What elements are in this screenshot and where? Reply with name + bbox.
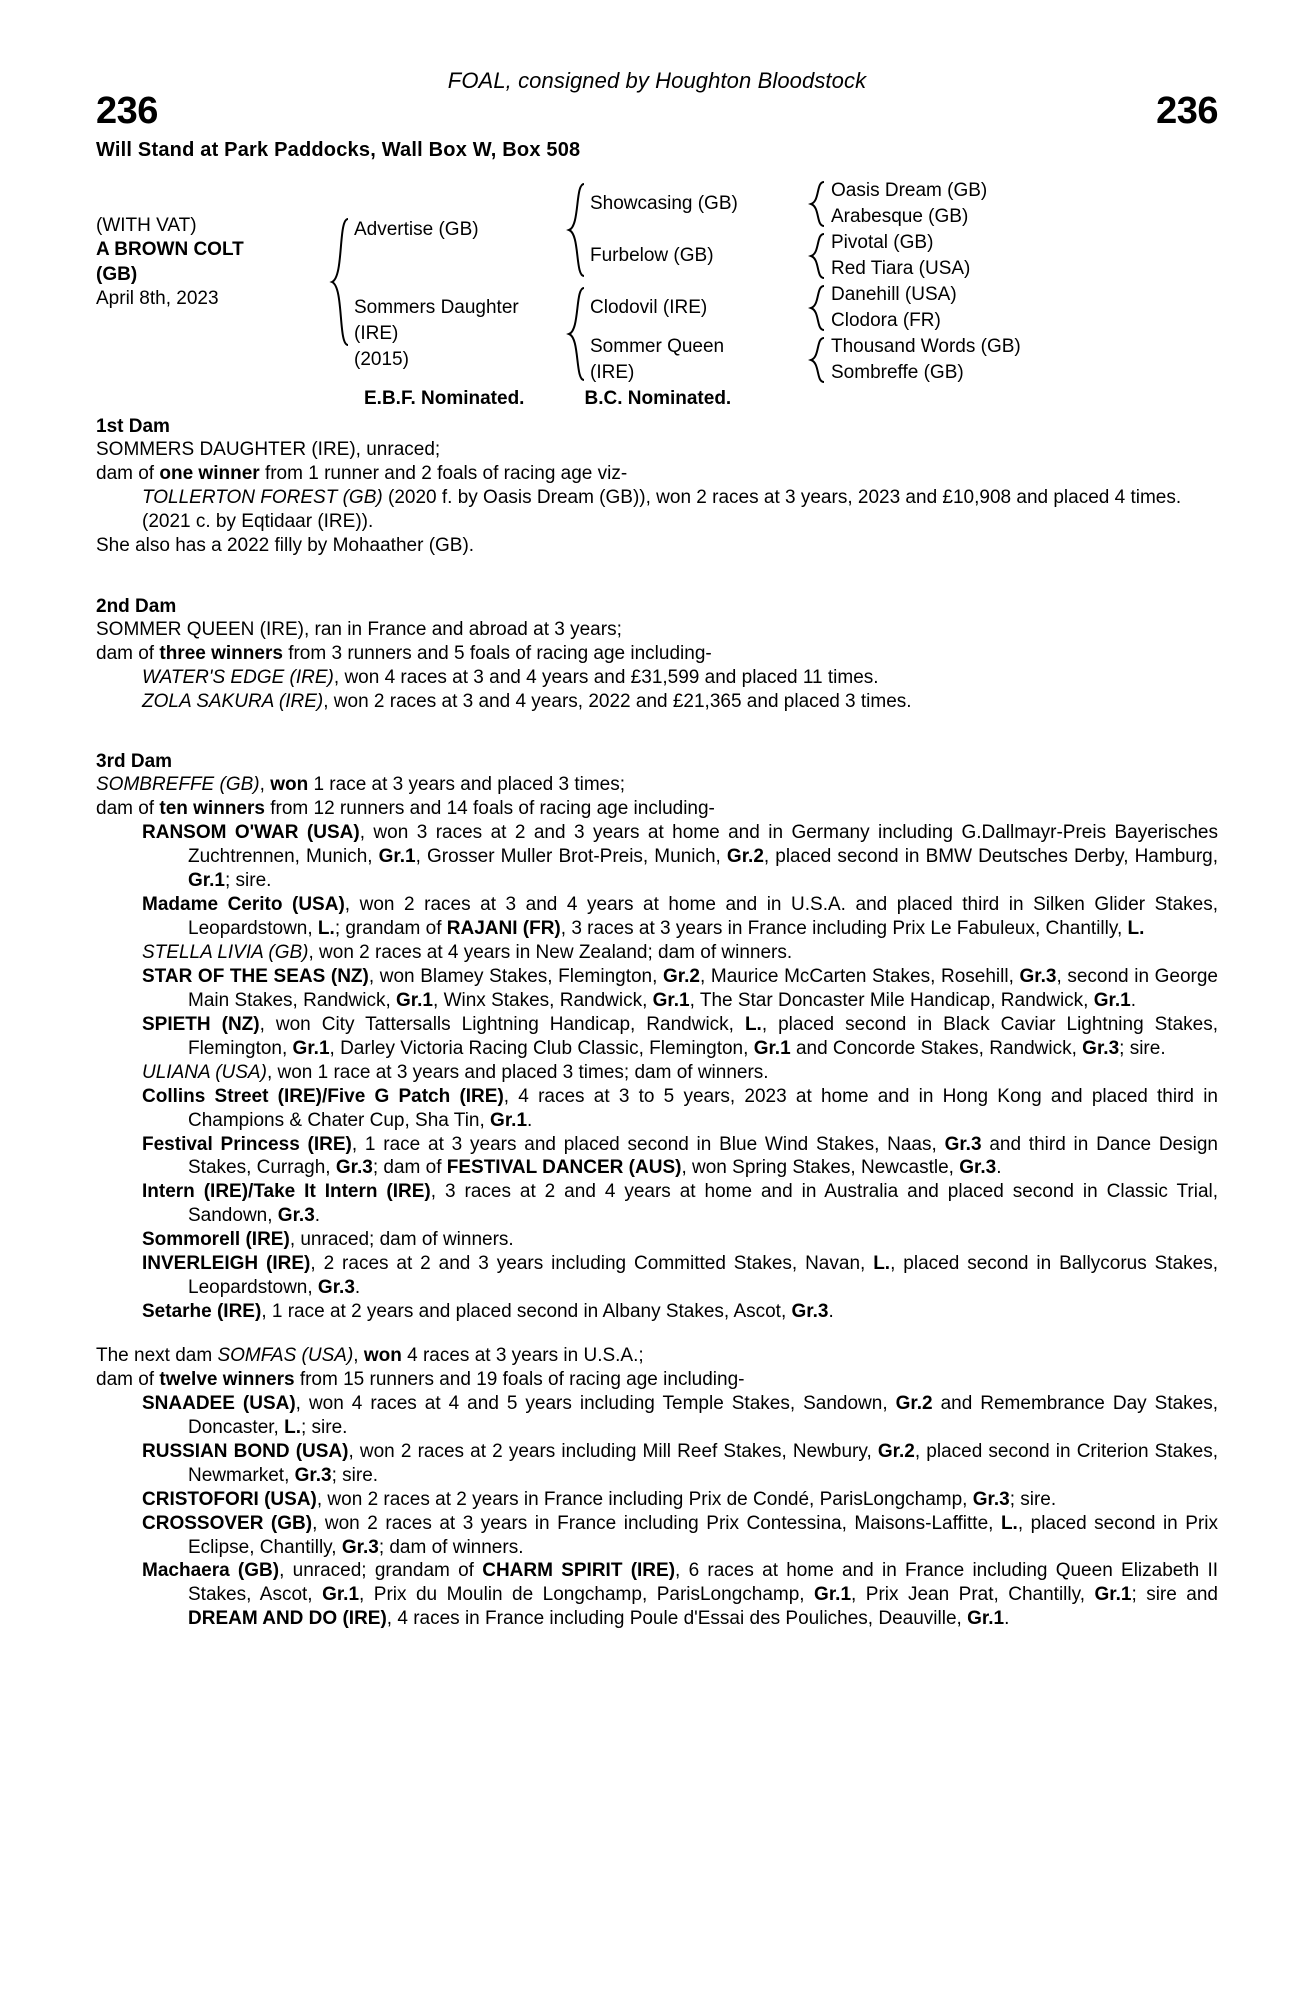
dam-dam-name: Sommer Queen <box>590 335 725 357</box>
ggp-pair-1 <box>831 178 1081 230</box>
progeny-body: , won 4 races at 4 and 5 years including Temple Stakes, Sandown, Gr.2 and Remembrance Day Stakes, Doncaster, L.; sire. <box>188 1392 1219 1438</box>
progeny-entry <box>96 1133 1218 1181</box>
progeny-body: , won 2 races at 4 years in New Zealand; dam of winners. <box>308 942 793 963</box>
dam-year: (2015) <box>354 348 409 370</box>
brace-level-1 <box>326 178 354 386</box>
progeny-body: (2020 f. by Oasis Dream (GB)), won 2 races at 3 years, 2023 and £10,908 and placed 4 times. <box>382 486 1182 508</box>
lot-number-row <box>96 90 1218 133</box>
progeny-name: ULIANA (USA) <box>142 1061 267 1083</box>
progeny-body: , 4 races at 3 to 5 years, 2023 at home and in Hong Kong and placed third in Champions & Chater Cup, Sha Tin, Gr.1. <box>188 1085 1218 1131</box>
progeny-name: Collins Street (IRE)/Five G Patch (IRE) <box>142 1085 504 1107</box>
next-dam-of-pre: dam of <box>96 1368 160 1390</box>
ggp-pair-2 <box>831 230 1081 282</box>
third-dam-of-pre: dam of <box>96 798 160 820</box>
progeny-name: STAR OF THE SEAS (NZ) <box>142 965 369 987</box>
first-dam-footer: She also has a 2022 filly by Mohaather (GB). <box>96 534 475 556</box>
progeny-name: TOLLERTON FOREST (GB) <box>142 486 383 508</box>
next-dam-won: won <box>363 1345 402 1366</box>
subject-foaling-date: April 8th, 2023 <box>96 287 219 309</box>
progeny-name: CRISTOFORI (USA) <box>142 1488 317 1510</box>
next-dam-progeny-list <box>96 1392 1218 1631</box>
first-dam-progeny-1 <box>96 486 1218 510</box>
progeny-entry <box>96 1392 1218 1440</box>
third-dam-won: won <box>270 774 309 796</box>
third-dam-summary <box>96 797 1218 821</box>
next-dam-summary <box>96 1368 1218 1392</box>
progeny-body: , 2 races at 2 and 3 years including Committed Stakes, Navan, L., placed second in Ballycorus Stakes, Leopardstown, Gr.3. <box>188 1253 1218 1299</box>
progeny-body: , 1 race at 3 years and placed second in Blue Wind Stakes, Naas, Gr.3 and third in Dance Design Stakes, Curragh, Gr.3; dam of FESTIVAL DANCER (AUS), won Spring Stakes, Newcastle, Gr.3. <box>188 1133 1218 1179</box>
second-dam-section <box>96 596 1218 714</box>
brace-sire <box>564 178 590 282</box>
second-dam-heading: 2nd Dam <box>96 595 177 617</box>
progeny-entry <box>96 1300 1218 1324</box>
brace-level-3-column <box>805 178 831 386</box>
dam-dam-cell <box>590 334 805 386</box>
ggp-name: Thousand Words (GB) <box>831 335 1021 357</box>
progeny-body: , won 2 races at 3 and 4 years at home and in U.S.A. and placed third in Silken Glider Stakes, Leopardstown, L.; grandam of RAJANI (FR), 3 races at 3 years in France including Prix Le Fabuleux, Chantilly, L. <box>188 894 1219 940</box>
progeny-name: Machaera (GB) <box>142 1560 280 1582</box>
progeny-entry <box>96 1440 1218 1488</box>
progeny-body: , won 2 races at 2 years including Mill Reef Stakes, Newbury, Gr.2, placed second in Criterion Stakes, Newmarket, Gr.3; sire. <box>188 1440 1218 1486</box>
subject-block <box>96 178 326 386</box>
ggp-name: Sombreffe (GB) <box>831 361 964 383</box>
progeny-body: (2021 c. by Eqtidaar (IRE)). <box>142 510 374 532</box>
progeny-name: RANSOM O'WAR (USA) <box>142 822 360 844</box>
first-dam-section <box>96 416 1218 558</box>
subject-description: A BROWN COLT <box>96 239 244 261</box>
ggp-pair-4 <box>831 334 1081 386</box>
great-grandparent-column <box>831 178 1081 386</box>
progeny-entry <box>96 1180 1218 1228</box>
progeny-name: ZOLA SAKURA (IRE) <box>142 690 324 712</box>
progeny-body: , won 4 races at 3 and 4 years and £31,599 and placed 11 times. <box>333 666 879 688</box>
dam-dam-country: (IRE) <box>590 361 635 383</box>
dam-sire-name: Clodovil (IRE) <box>590 296 708 318</box>
third-dam-name-rest: 1 race at 3 years and placed 3 times; <box>308 774 626 796</box>
second-dam-progeny-1 <box>96 666 1218 690</box>
progeny-name: INVERLEIGH (IRE) <box>142 1253 311 1275</box>
first-dam-heading: 1st Dam <box>96 416 170 437</box>
progeny-name: CROSSOVER (GB) <box>142 1512 313 1534</box>
brace-gp-1 <box>805 178 831 230</box>
progeny-body: , unraced; dam of winners. <box>289 1229 514 1251</box>
brace-gp-4 <box>805 334 831 386</box>
progeny-entry <box>96 1228 1218 1252</box>
first-dam-summary <box>96 462 1218 486</box>
progeny-entry <box>96 1512 1218 1560</box>
sire-sire-name: Showcasing (GB) <box>590 192 738 214</box>
subject-vat: (WITH VAT) <box>96 215 197 236</box>
next-dam-rest: 4 races at 3 years in U.S.A.; <box>401 1345 644 1366</box>
sire-sire-cell <box>590 178 805 230</box>
next-dam-of-count: twelve winners <box>159 1368 295 1390</box>
progeny-body: , won 1 race at 3 years and placed 3 times; dam of winners. <box>266 1061 769 1083</box>
dam-name: Sommers Daughter <box>354 296 519 318</box>
sire-dam-column <box>354 178 564 386</box>
stand-location-line: Will Stand at Park Paddocks, Wall Box W, Box 508 <box>96 139 581 161</box>
dam-sire-cell <box>590 282 805 334</box>
progeny-entry <box>96 1061 1218 1085</box>
progeny-name: STELLA LIVIA (GB) <box>142 942 309 963</box>
dam-country: (IRE) <box>354 322 399 344</box>
ggp-pair-3 <box>831 282 1081 334</box>
third-dam-progeny-list <box>96 821 1218 1324</box>
progeny-name: SNAADEE (USA) <box>142 1392 296 1414</box>
ggp-name: Arabesque (GB) <box>831 205 969 227</box>
progeny-name: Setarhe (IRE) <box>142 1301 262 1323</box>
second-dam-name: SOMMER QUEEN (IRE), ran in France and abroad at 3 years; <box>96 618 622 640</box>
third-dam-heading: 3rd Dam <box>96 751 173 773</box>
brace-gp-3 <box>805 282 831 334</box>
page-header-title: FOAL, consigned by Houghton Bloodstock <box>447 68 867 93</box>
ggp-name: Red Tiara (USA) <box>831 257 971 279</box>
third-dam-of-post: from 12 runners and 14 foals of racing age including- <box>264 798 715 820</box>
progeny-body: , won 3 races at 2 and 3 years at home and in Germany including G.Dallmayr-Preis Bayerisches Zuchtrennen, Munich, Gr.1, Grosser Muller Brot-Preis, Munich, Gr.2, placed second in BMW Deutsches Derby, Hamburg, Gr.1; sire. <box>188 822 1218 892</box>
lot-number-left: 236 <box>96 90 158 132</box>
progeny-entry <box>96 893 1218 941</box>
brace-level-2-column <box>564 178 590 386</box>
ggp-name: Clodora (FR) <box>831 309 941 331</box>
pedigree-table <box>96 178 1218 386</box>
bc-nominated: B.C. Nominated. <box>584 388 732 409</box>
first-dam-of-post: from 1 runner and 2 foals of racing age viz- <box>259 462 628 484</box>
first-dam-name: SOMMERS DAUGHTER (IRE), unraced; <box>96 439 441 460</box>
progeny-entry <box>96 821 1218 893</box>
progeny-body: , won 2 races at 3 and 4 years, 2022 and £21,365 and placed 3 times. <box>323 690 912 712</box>
progeny-name: Intern (IRE)/Take It Intern (IRE) <box>142 1181 431 1203</box>
ggp-name: Danehill (USA) <box>831 283 957 305</box>
progeny-body: , won 2 races at 3 years in France including Prix Contessina, Maisons-Laffitte, L., placed second in Prix Eclipse, Chantilly, Gr.3; dam of winners. <box>188 1512 1218 1558</box>
second-dam-progeny-2 <box>96 690 1218 714</box>
next-dam-name-italic: SOMFAS (USA) <box>217 1345 354 1366</box>
progeny-entry <box>96 1559 1218 1631</box>
sire-name: Advertise (GB) <box>354 218 479 240</box>
third-dam-name-italic: SOMBREFFE (GB) <box>96 774 260 796</box>
second-dam-of-count: three winners <box>159 642 283 664</box>
ggp-name: Oasis Dream (GB) <box>831 179 988 201</box>
second-dam-of-post: from 3 runners and 5 foals of racing age including- <box>282 642 712 664</box>
progeny-body: , 3 races at 2 and 4 years at home and in Australia and placed second in Classic Trial, Sandown, Gr.3. <box>188 1181 1219 1227</box>
second-dam-summary <box>96 642 1218 666</box>
progeny-entry <box>96 965 1218 1013</box>
progeny-entry <box>96 1085 1218 1133</box>
progeny-body: , won City Tattersalls Lightning Handicap, Randwick, L., placed second in Black Caviar Lightning Stakes, Flemington, Gr.1, Darley Victoria Racing Club Classic, Flemington, Gr.1 and Concorde Stakes, Randwick, Gr.3; sire. <box>188 1013 1218 1059</box>
next-dam-name: The next dam SOMFAS (USA), won 4 races at 3 years in U.S.A.; <box>96 1345 644 1366</box>
progeny-entry <box>96 1013 1218 1061</box>
progeny-body: , 1 race at 2 years and placed second in Albany Stakes, Ascot, Gr.3. <box>261 1301 834 1323</box>
progeny-name: Madame Cerito (USA) <box>142 894 345 916</box>
next-dam-section <box>96 1344 1218 1631</box>
third-dam-name: SOMBREFFE (GB), won 1 race at 3 years and placed 3 times; <box>96 774 626 796</box>
first-dam-progeny-2 <box>96 510 1218 534</box>
subject-country: (GB) <box>96 263 138 285</box>
third-dam-of-count: ten winners <box>159 798 265 820</box>
next-dam-lead: The next dam <box>96 1345 218 1366</box>
third-dam-section <box>96 751 1218 1324</box>
progeny-name: Sommorell (IRE) <box>142 1229 290 1251</box>
next-dam-of-post: from 15 runners and 19 foals of racing age including- <box>294 1368 745 1390</box>
nominations-row <box>96 388 1218 410</box>
sire-dam-cell <box>590 230 805 282</box>
progeny-entry <box>96 941 1218 965</box>
progeny-name: RUSSIAN BOND (USA) <box>142 1440 349 1462</box>
lot-number-right: 236 <box>1156 90 1218 132</box>
first-dam-of-count: one winner <box>159 462 260 484</box>
ggp-name: Pivotal (GB) <box>831 231 934 253</box>
ebf-nominated: E.B.F. Nominated. <box>364 388 525 409</box>
grandparent-column <box>590 178 805 386</box>
sire-dam-name: Furbelow (GB) <box>590 244 714 266</box>
sire-cell <box>354 178 564 282</box>
progeny-entry <box>96 1252 1218 1300</box>
progeny-name: SPIETH (NZ) <box>142 1013 260 1035</box>
progeny-body: , won Blamey Stakes, Flemington, Gr.2, Maurice McCarten Stakes, Rosehill, Gr.3, second in George Main Stakes, Randwick, Gr.1, Winx Stakes, Randwick, Gr.1, The Star Doncaster Mile Handicap, Randwick, Gr.1. <box>188 965 1218 1011</box>
dam-cell <box>354 282 564 386</box>
first-dam-of-pre: dam of <box>96 462 160 484</box>
progeny-body: , won 2 races at 2 years in France including Prix de Condé, ParisLongchamp, Gr.3; sire. <box>316 1488 1057 1510</box>
progeny-entry <box>96 1488 1218 1512</box>
brace-dam <box>564 282 590 386</box>
progeny-body: , unraced; grandam of CHARM SPIRIT (IRE), 6 races at home and in France including Queen Elizabeth II Stakes, Ascot, Gr.1, Prix du Moulin de Longchamp, ParisLongchamp, Gr.1, Prix Jean Prat, Chantilly, Gr.1; sire and DREAM AND DO (IRE), 4 races in France including Poule d'Essai des Pouliches, Deauville, Gr.1. <box>188 1560 1219 1630</box>
brace-gp-2 <box>805 230 831 282</box>
second-dam-of-pre: dam of <box>96 642 160 664</box>
progeny-name: WATER'S EDGE (IRE) <box>142 666 334 688</box>
progeny-name: Festival Princess (IRE) <box>142 1133 352 1155</box>
